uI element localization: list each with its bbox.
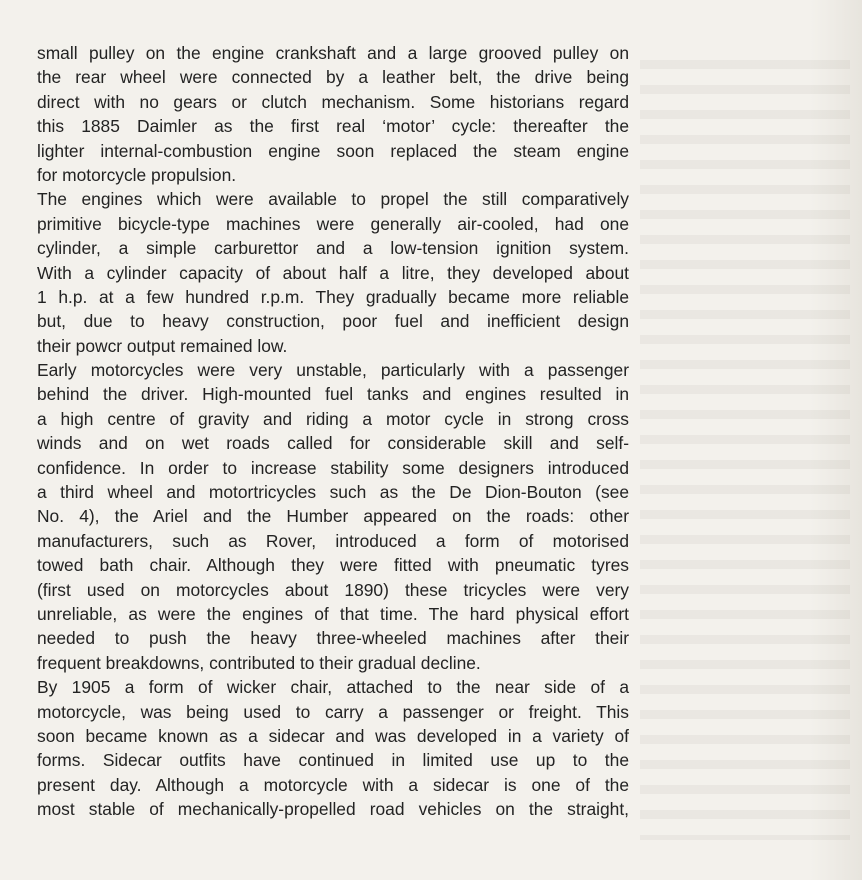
text-line: direct with no gears or clutch mechanism. Some historians regard [37, 91, 629, 112]
text-line: (first used on motorcycles about 1890) these tricycles were very [37, 579, 629, 600]
text-line: manufacturers, such as Rover, introduced a form of motorised [37, 530, 629, 551]
text-line: With a cylinder capacity of about half a litre, they developed about [37, 262, 629, 283]
text-line: needed to push the heavy three-wheeled machines after their [37, 628, 629, 649]
text-line: By 1905 a form of wicker chair, attached to the near side of a [37, 677, 629, 698]
text-line: frequent breakdowns, contributed to their gradual decline. [37, 652, 481, 673]
text-line: their powcr output remained low. [37, 335, 288, 356]
paragraph-sidecar [37, 675, 629, 821]
text-line: primitive bicycle-type machines were generally air-cooled, had one [37, 213, 629, 234]
text-line: 1 h.p. at a few hundred r.p.m. They gradually became more reliable [37, 286, 629, 307]
text-line: the rear wheel were connected by a leather belt, the drive being [37, 67, 629, 88]
text-column [37, 41, 629, 822]
text-line: for motorcycle propulsion. [37, 164, 237, 185]
text-line: lighter internal-combustion engine soon replaced the steam engine [37, 140, 629, 161]
text-line: most stable of mechanically-propelled road vehicles on the straight, [37, 799, 629, 820]
text-line: towed bath chair. Although they were fitted with pneumatic tyres [37, 555, 629, 576]
paragraph-stability [37, 358, 629, 675]
paragraph-engines [37, 187, 629, 358]
text-line: cylinder, a simple carburettor and a low-tension ignition system. [37, 238, 629, 259]
text-line: motorcycle, was being used to carry a passenger or freight. This [37, 701, 629, 722]
bleed-through-texture [640, 60, 850, 840]
text-line: forms. Sidecar outfits have continued in limited use up to the [37, 750, 629, 771]
text-line: soon became known as a sidecar and was developed in a variety of [37, 725, 629, 746]
text-line: winds and on wet roads called for considerable skill and self- [37, 433, 629, 454]
text-line: The engines which were available to propel the still comparatively [37, 189, 629, 210]
text-line: small pulley on the engine crankshaft and a large grooved pulley on [37, 43, 629, 63]
text-line: this 1885 Daimler as the first real ‘motor’ cycle: thereafter the [37, 116, 629, 137]
text-line: unreliable, as were the engines of that time. The hard physical effort [37, 603, 629, 624]
paragraph-daimler [37, 41, 629, 187]
text-line: behind the driver. High-mounted fuel tanks and engines resulted in [37, 384, 629, 405]
text-line: a third wheel and motortricycles such as the De Dion-Bouton (see [37, 482, 629, 503]
text-line: present day. Although a motorcycle with a sidecar is one of the [37, 774, 629, 795]
text-line: No. 4), the Ariel and the Humber appeared on the roads: other [37, 506, 629, 527]
text-line: but, due to heavy construction, poor fuel and inefficient design [37, 311, 629, 332]
text-line: Early motorcycles were very unstable, particularly with a passenger [37, 360, 629, 381]
text-line: confidence. In order to increase stability some designers introduced [37, 457, 629, 478]
text-line: a high centre of gravity and riding a motor cycle in strong cross [37, 408, 629, 429]
